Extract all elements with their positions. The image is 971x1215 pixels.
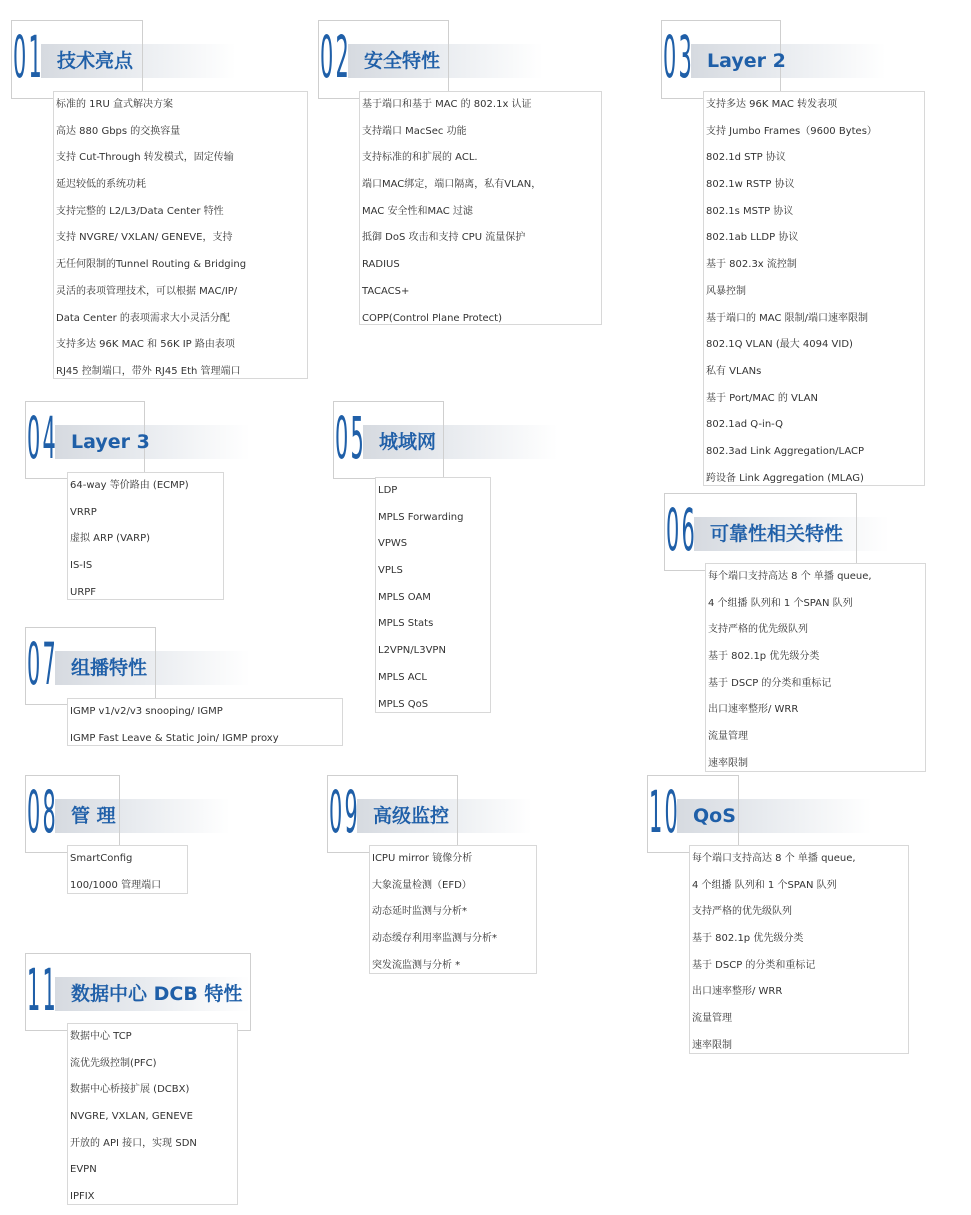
section-title: Layer 2: [707, 50, 786, 72]
section-title: 技术亮点: [57, 50, 134, 72]
feature-item: MPLS OAM: [378, 591, 431, 603]
feature-item: 私有 VLANs: [706, 365, 762, 377]
section-number: 08: [27, 778, 58, 846]
feature-item: 动态延时监测与分析*: [372, 906, 467, 918]
feature-item: 4 个组播 队列和 1 个SPAN 队列: [692, 879, 837, 891]
section-number: 02: [320, 23, 351, 91]
feature-item: 流量管理: [692, 1013, 732, 1025]
section-title: 可靠性相关特性: [710, 523, 844, 545]
feature-item: 开放的 API 接口，实现 SDN: [70, 1137, 197, 1149]
feature-item: 突发流监测与分析 *: [372, 959, 461, 971]
feature-item: MAC 安全性和MAC 过滤: [362, 205, 473, 217]
section-title: 安全特性: [364, 50, 441, 72]
feature-item: RADIUS: [362, 259, 400, 271]
feature-list: [375, 477, 491, 713]
section-number: 07: [27, 630, 58, 698]
feature-item: RJ45 控制端口，带外 RJ45 Eth 管理端口: [56, 365, 241, 377]
feature-item: 基于 DSCP 的分类和重标记: [692, 959, 816, 971]
feature-list: [67, 1023, 238, 1205]
feature-item: 跨设备 Link Aggregation (MLAG): [706, 472, 864, 484]
feature-item: 802.1ab LLDP 协议: [706, 232, 799, 244]
section-number: 04: [27, 404, 58, 472]
section-title: 高级监控: [373, 805, 450, 827]
section-title: 管 理: [71, 805, 116, 827]
feature-list: [689, 845, 909, 1054]
feature-item: 802.1Q VLAN (最大 4094 VID): [706, 339, 853, 351]
feature-item: 动态缓存利用率监测与分析*: [372, 933, 497, 945]
feature-item: 数据中心桥接扩展 (DCBX): [70, 1084, 190, 1096]
feature-item: 支持严格的优先级队列: [708, 624, 808, 636]
section-number: 06: [666, 496, 697, 564]
feature-item: 支持多达 96K MAC 和 56K IP 路由表项: [56, 339, 235, 351]
feature-item: VPLS: [378, 565, 403, 577]
feature-item: VPWS: [378, 538, 408, 550]
feature-item: 基于 Port/MAC 的 VLAN: [706, 392, 818, 404]
feature-item: 802.1w RSTP 协议: [706, 179, 795, 191]
feature-item: 每个端口支持高达 8 个 单播 queue,: [692, 853, 856, 864]
feature-item: EVPN: [70, 1164, 97, 1176]
feature-list: [67, 845, 188, 894]
feature-item: 支持多达 96K MAC 转发表项: [706, 99, 838, 110]
feature-item: 高达 880 Gbps 的交换容量: [56, 125, 181, 137]
feature-item: 速率限制: [708, 757, 748, 769]
feature-item: 支持完整的 L2/L3/Data Center 特性: [56, 205, 224, 217]
feature-item: IS-IS: [70, 560, 93, 572]
feature-item: 标准的 1RU 盒式解决方案: [56, 99, 173, 110]
feature-item: 4 个组播 队列和 1 个SPAN 队列: [708, 597, 853, 609]
feature-item: 支持端口 MacSec 功能: [362, 125, 467, 137]
feature-item: 802.1ad Q-in-Q: [706, 419, 784, 431]
section-number: 03: [663, 23, 694, 91]
feature-list: [53, 91, 308, 379]
feature-item: COPP(Control Plane Protect): [362, 312, 503, 324]
feature-item: 无任何限制的Tunnel Routing & Bridging: [56, 259, 247, 271]
feature-item: 基于 802.3x 流控制: [706, 259, 797, 271]
feature-item: 802.3ad Link Aggregation/LACP: [706, 445, 864, 457]
feature-item: 大象流量检测（EFD）: [372, 879, 472, 891]
feature-item: 速率限制: [692, 1039, 732, 1051]
feature-list: [359, 91, 602, 325]
section-title: 数据中心 DCB 特性: [71, 983, 243, 1005]
feature-item: 基于 802.1p 优先级分类: [692, 933, 804, 945]
feature-item: 802.1d STP 协议: [706, 152, 786, 164]
feature-item: VRRP: [70, 506, 97, 518]
feature-item: 基于 DSCP 的分类和重标记: [708, 677, 832, 689]
feature-item: 支持严格的优先级队列: [692, 906, 792, 918]
feature-list: [705, 563, 926, 772]
feature-item: MPLS QoS: [378, 698, 429, 710]
feature-item: 端口MAC绑定，端口隔离，私有VLAN，: [362, 179, 542, 191]
feature-list: [67, 698, 343, 746]
feature-item: 基于端口和基于 MAC 的 802.1x 认证: [362, 99, 532, 110]
feature-item: MPLS Forwarding: [378, 511, 464, 523]
feature-list: [369, 845, 537, 974]
section-title: Layer 3: [71, 431, 150, 453]
section-number: 01: [13, 23, 44, 91]
feature-item: 支持 Jumbo Frames（9600 Bytes）: [706, 125, 877, 137]
section-number: 10: [649, 778, 680, 846]
feature-item: 延迟较低的系统功耗: [56, 179, 146, 191]
feature-item: MPLS ACL: [378, 671, 427, 683]
section-title: QoS: [693, 805, 736, 827]
feature-item: 流量管理: [708, 731, 748, 743]
feature-item: 每个端口支持高达 8 个 单播 queue,: [708, 571, 872, 582]
feature-item: 基于端口的 MAC 限制/端口速率限制: [706, 312, 869, 324]
feature-list: [703, 91, 925, 486]
feature-item: IGMP Fast Leave & Static Join/ IGMP proxy: [70, 732, 279, 744]
feature-item: IPFIX: [70, 1191, 95, 1203]
section-title: 城域网: [379, 431, 437, 453]
section-number: 11: [27, 956, 58, 1024]
feature-item: 支持 NVGRE/ VXLAN/ GENEVE，支持: [56, 232, 233, 244]
feature-item: MPLS Stats: [378, 618, 434, 630]
feature-item: 灵活的表项管理技术，可以根据 MAC/IP/: [56, 285, 238, 297]
feature-item: 出口速率整形/ WRR: [692, 986, 783, 998]
feature-item: 100/1000 管理端口: [70, 879, 162, 891]
feature-item: TACACS+: [362, 285, 410, 297]
feature-item: 流优先级控制(PFC): [70, 1057, 157, 1069]
feature-item: L2VPN/L3VPN: [378, 645, 446, 657]
feature-item: IGMP v1/v2/v3 snooping/ IGMP: [70, 706, 223, 717]
feature-item: URPF: [70, 586, 97, 598]
section-number: 05: [335, 404, 366, 472]
feature-item: 支持 Cut-Through 转发模式，固定传输: [56, 152, 234, 164]
feature-list: [67, 472, 224, 600]
feature-item: Data Center 的表项需求大小灵活分配: [56, 312, 230, 324]
feature-item: LDP: [378, 485, 398, 496]
feature-item: SmartConfig: [70, 853, 133, 864]
feature-item: 风暴控制: [706, 285, 746, 297]
feature-item: 数据中心 TCP: [70, 1031, 132, 1042]
feature-item: NVGRE, VXLAN, GENEVE: [70, 1111, 193, 1123]
feature-item: 抵御 DoS 攻击和支持 CPU 流量保护: [362, 232, 526, 244]
feature-item: 出口速率整形/ WRR: [708, 704, 799, 716]
feature-item: 虚拟 ARP (VARP): [70, 533, 150, 545]
section-number: 09: [329, 778, 360, 846]
feature-item: ICPU mirror 镜像分析: [372, 853, 473, 864]
section-title: 组播特性: [71, 657, 148, 679]
feature-item: 基于 802.1p 优先级分类: [708, 651, 820, 663]
feature-item: 支持标准的和扩展的 ACL.: [362, 152, 478, 164]
feature-item: 64-way 等价路由 (ECMP): [70, 480, 189, 491]
feature-item: 802.1s MSTP 协议: [706, 205, 794, 217]
